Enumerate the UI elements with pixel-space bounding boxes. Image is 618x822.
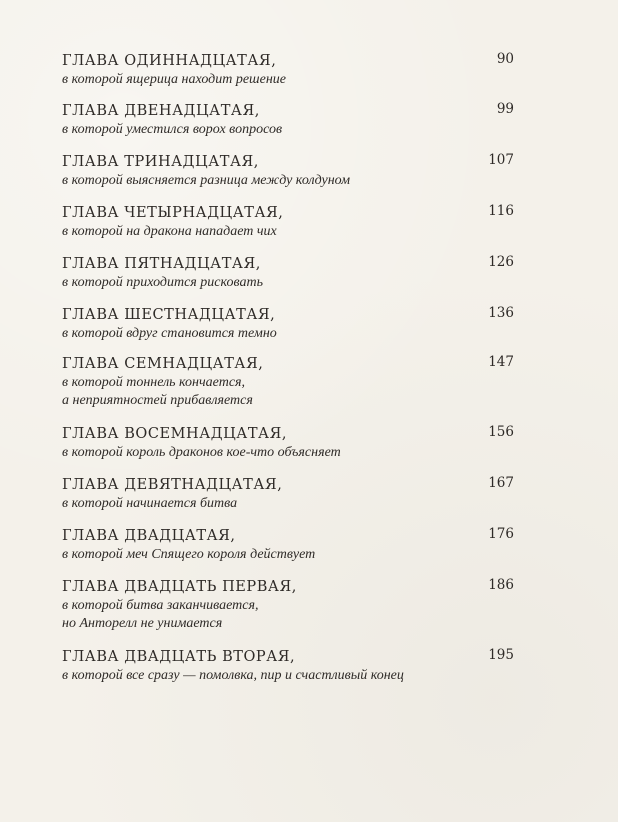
chapter-subtitle: в которой все сразу — помолвка, пир и счастливый конец [62, 668, 404, 683]
toc-entry-chapter-14 [62, 204, 514, 255]
toc-entry-chapter-19 [62, 476, 514, 527]
chapter-subtitle: в которой выясняется разница между колдуном [62, 173, 351, 188]
chapter-subtitle: в которой на дракона нападает чих [62, 224, 277, 239]
toc-entry-chapter-22 [62, 648, 514, 698]
toc-entry-chapter-18 [62, 425, 514, 476]
page-number: 126 [488, 254, 514, 270]
page-number: 147 [488, 354, 514, 370]
toc-entry-chapter-15 [62, 255, 514, 306]
chapter-title: ГЛАВА ДВАДЦАТЬ ПЕРВАЯ, [62, 579, 297, 595]
page-number: 107 [488, 152, 514, 168]
toc-entry-chapter-13 [62, 153, 514, 204]
chapter-subtitle: в которой ящерица находит решение [62, 72, 286, 87]
page-number: 176 [488, 526, 514, 542]
page-number: 167 [488, 475, 514, 491]
chapter-subtitle: в которой меч Спящего короля действует [62, 547, 316, 562]
toc-entry-chapter-16 [62, 306, 514, 355]
chapter-title: ГЛАВА ШЕСТНАДЦАТАЯ, [62, 307, 276, 323]
page-number: 136 [488, 305, 514, 321]
chapter-subtitle: в которой вдруг становится темно [62, 326, 277, 341]
chapter-title: ГЛАВА ДВАДЦАТАЯ, [62, 528, 236, 544]
table-of-contents [62, 52, 514, 698]
page-number: 186 [488, 577, 514, 593]
chapter-subtitle: в которой тоннель кончается, [62, 375, 246, 390]
chapter-subtitle: в которой приходится рисковать [62, 275, 263, 290]
chapter-subtitle-line-2: но Анторелл не унимается [62, 616, 223, 631]
toc-entry-chapter-11 [62, 52, 514, 102]
toc-entry-chapter-17 [62, 355, 514, 425]
toc-entry-chapter-12 [62, 102, 514, 153]
page-number: 99 [496, 101, 514, 117]
chapter-title: ГЛАВА ДВАДЦАТЬ ВТОРАЯ, [62, 649, 296, 665]
chapter-title: ГЛАВА ТРИНАДЦАТАЯ, [62, 154, 259, 170]
chapter-title: ГЛАВА ВОСЕМНАДЦАТАЯ, [62, 426, 288, 442]
page-number: 156 [488, 424, 514, 440]
toc-entry-chapter-21 [62, 578, 514, 648]
chapter-subtitle: в которой король драконов кое-что объясняет [62, 445, 341, 460]
chapter-subtitle: в которой начинается битва [62, 496, 238, 511]
chapter-title: ГЛАВА ДЕВЯТНАДЦАТАЯ, [62, 477, 283, 493]
chapter-subtitle: в которой битва заканчивается, [62, 598, 259, 613]
chapter-subtitle: в которой уместился ворох вопросов [62, 122, 283, 137]
chapter-subtitle-line-2: а неприятностей прибавляется [62, 393, 253, 408]
chapter-title: ГЛАВА ОДИННАДЦАТАЯ, [62, 53, 277, 69]
page-number: 195 [488, 647, 514, 663]
chapter-title: ГЛАВА ДВЕНАДЦАТАЯ, [62, 103, 260, 119]
chapter-title: ГЛАВА СЕМНАДЦАТАЯ, [62, 356, 264, 372]
chapter-title: ГЛАВА ЧЕТЫРНАДЦАТАЯ, [62, 205, 284, 221]
toc-entry-chapter-20 [62, 527, 514, 578]
page-number: 116 [488, 203, 514, 219]
chapter-title: ГЛАВА ПЯТНАДЦАТАЯ, [62, 256, 261, 272]
page-number: 90 [496, 51, 514, 67]
